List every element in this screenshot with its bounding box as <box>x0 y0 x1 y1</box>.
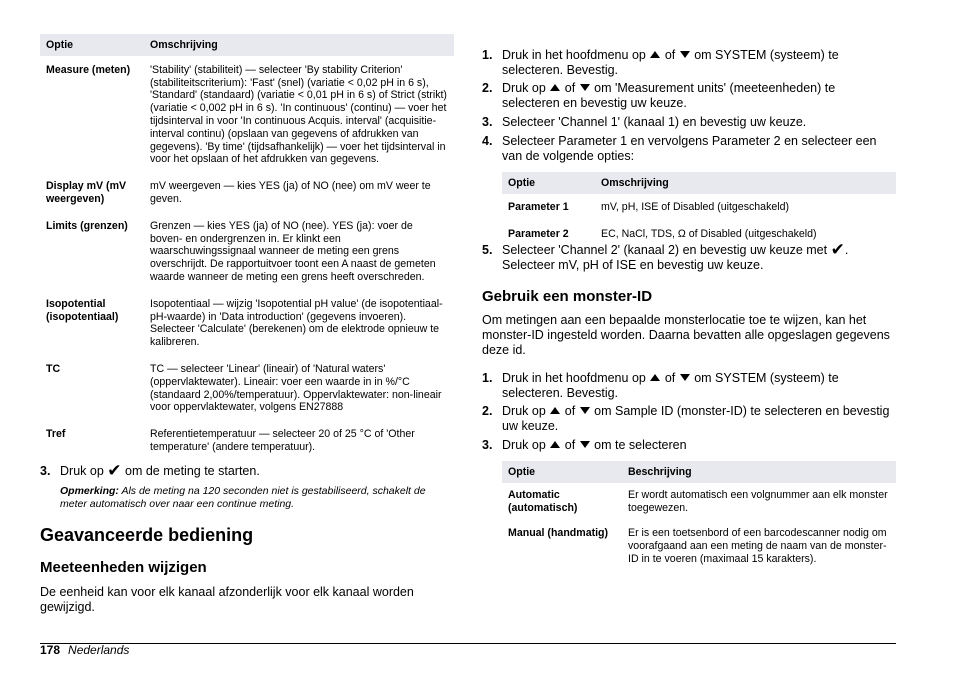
table-desc-cell: Referentietemperatuur — selecteer 20 of 25 °C of 'Other temperature' (andere temperatuur). <box>150 428 415 453</box>
step <box>482 240 896 273</box>
table-row <box>40 424 454 461</box>
up-arrow-icon <box>550 441 560 448</box>
step-text: om de meting te starten. <box>125 464 260 478</box>
up-arrow-icon <box>550 407 560 414</box>
footer-language: Nederlands <box>68 643 130 657</box>
table-key-cell: Tref <box>46 428 66 441</box>
table-header-cell: Optie <box>40 34 144 56</box>
step-text: Selecteer 'Channel 1' (kanaal 1) en bevestig uw keuze. <box>502 115 807 129</box>
step-text: Druk op <box>502 404 546 418</box>
step <box>482 371 896 401</box>
step-number: 1. <box>482 48 493 62</box>
footer-divider <box>40 643 896 644</box>
step-text: of <box>664 48 676 62</box>
table-desc-cell: mV weergeven — kies YES (ja) of NO (nee) om mV weer te geven. <box>150 180 431 205</box>
table-desc-cell: TC — selecteer 'Linear' (lineair) of 'Natural waters' (oppervlaktewater). Lineair: voer een waarde in in %/°C (standaard 2,00%/temperatuur). Oppervlaktewater: non-lineair voor oppervlaktewater, volgens EN27888 <box>150 362 442 414</box>
step-text: Druk op <box>502 438 546 452</box>
step-number: 2. <box>482 81 493 95</box>
table-key-cell: Measure (meten) <box>46 63 131 76</box>
down-arrow-icon <box>680 51 690 58</box>
table-row <box>40 359 454 424</box>
down-arrow-icon <box>580 407 590 414</box>
table-key-cell: Parameter 2 <box>508 227 569 240</box>
step-number: 3. <box>482 438 493 452</box>
down-arrow-icon <box>580 84 590 91</box>
step-number: 4. <box>482 134 493 148</box>
subsection-heading: Gebruik een monster-ID <box>482 288 653 305</box>
table-desc-cell: Er is een toetsenbord of een barcodescanner nodig om voorafgaand aan een meting de naam van de monster-ID in te voeren (maximaal 15 karakters). <box>628 527 887 565</box>
step-text: om Sample ID (monster-ID) te selecteren en bevestig uw keuze. <box>502 404 890 433</box>
table-header-row <box>502 461 896 483</box>
table-key-cell: Display mV (mV weergeven) <box>46 180 127 205</box>
step-text: Druk op <box>502 81 546 95</box>
sample-id-options-table <box>502 461 896 573</box>
step-text: of <box>564 438 576 452</box>
table-key-cell: Manual (handmatig) <box>508 527 609 540</box>
table-row <box>40 176 454 216</box>
step <box>482 115 896 130</box>
note-label: Opmerking: <box>60 485 119 497</box>
note <box>60 485 454 510</box>
table-key-cell: Parameter 1 <box>508 200 569 213</box>
up-arrow-icon <box>650 51 660 58</box>
table-key-cell: Isopotential (isopotentiaal) <box>46 297 119 323</box>
table-header-row <box>40 34 454 56</box>
subsection-heading: Meeteenheden wijzigen <box>40 559 207 576</box>
step-text: om SYSTEM (systeem) te selecteren. Bevestig. <box>502 48 839 77</box>
step-number: 3. <box>482 115 493 129</box>
step-text: of <box>664 371 676 385</box>
step-number: 1. <box>482 371 493 385</box>
step-text: Druk in het hoofdmenu op <box>502 48 646 62</box>
check-icon: ✔ <box>830 240 845 259</box>
table-row <box>502 483 896 524</box>
table-desc-cell: Isopotentiaal — wijzig 'Isopotential pH value' (de isopotentiaal-pH-waarde) in 'Data introduction' (gegevens invoeren). Selecteer 'Calculate' (berekenen) om de elektrode opnieuw te kalibreren. <box>150 297 443 349</box>
step <box>482 134 896 164</box>
measure-options-table <box>40 34 454 461</box>
table-header-cell: Optie <box>502 172 595 194</box>
table-desc-cell: Grenzen — kies YES (ja) of NO (nee). YES (ja): voer de boven- en ondergrenzen in. Er klinkt een waarschuwingssignaal wanneer de meting een grens overschrijdt. De rapportuitvoer toont een A naast de gemeten waarde wanneer de meting een grens heeft overschreden. <box>150 219 436 283</box>
table-desc-cell: Er wordt automatisch een volgnummer aan elk monster toegewezen. <box>628 488 888 514</box>
step <box>482 438 896 453</box>
step <box>482 404 896 434</box>
up-arrow-icon <box>650 374 660 381</box>
table-desc-cell: EC, NaCl, TDS, Ω of Disabled (uitgeschakeld) <box>601 227 817 240</box>
check-icon: ✔ <box>107 461 122 480</box>
step-text: om SYSTEM (systeem) te selecteren. Bevestig. <box>502 371 839 400</box>
step-number: 3. <box>40 464 51 478</box>
step <box>482 48 896 78</box>
step-text: of <box>564 81 576 95</box>
step-text: om te selecteren <box>594 438 687 452</box>
step-number: 5. <box>482 243 493 257</box>
table-header-cell: Omschrijving <box>595 172 896 194</box>
table-row <box>40 56 454 176</box>
note-text: Als de meting na 120 seconden niet is gestabiliseerd, schakelt de meter automatisch over naar een continue meting. <box>60 485 426 510</box>
step-number: 2. <box>482 404 493 418</box>
table-header-cell: Beschrijving <box>622 461 896 483</box>
table-row <box>502 523 896 572</box>
step-text: om 'Measurement units' (meeteenheden) te selecteren en bevestig uw keuze. <box>502 81 836 110</box>
table-row <box>502 194 896 224</box>
step-text: Druk in het hoofdmenu op <box>502 371 646 385</box>
table-key-cell: Limits (grenzen) <box>46 219 128 232</box>
step-start-measurement <box>40 461 454 480</box>
table-key-cell: TC <box>46 362 61 375</box>
down-arrow-icon <box>680 374 690 381</box>
table-header-row <box>502 172 896 194</box>
step-text: Druk op <box>60 464 104 478</box>
table-header-cell: Optie <box>502 461 622 483</box>
up-arrow-icon <box>550 84 560 91</box>
table-desc-cell: mV, pH, ISE of Disabled (uitgeschakeld) <box>601 200 790 213</box>
table-desc-cell: 'Stability' (stabiliteit) — selecteer 'By stability Criterion' (stabiliteitscriterium): 'Fast' (snel) (variatie < 0,02 pH in 6 s), 'Standard' (standaard) (variatie < 0,01 pH in 6 s) of Strict (strikt) (variatie < 0,002 pH in 6 s). 'In continuous' (continu) — voer het tijdsinterval in voor 'In continuous Acquis. interval' (acquisitie-interval continu) (opslaan van gegevens of afdrukken van gegevens). 'By time' (tijdsafhankelijk) — voer het tijdsinterval in voor het opslaan of het afdrukken van gegevens. <box>150 63 447 166</box>
table-row <box>40 216 454 294</box>
paragraph: De eenheid kan voor elk kanaal afzonderlijk voor elk kanaal worden gewijzigd. <box>40 585 414 614</box>
parameter-options-table <box>502 172 896 247</box>
step-text: . Selecteer mV, pH of ISE en bevestig uw keuze. <box>502 243 849 272</box>
step-text: Selecteer Parameter 1 en vervolgens Parameter 2 en selecteer een van de volgende opties: <box>502 134 877 163</box>
step-text: Selecteer 'Channel 2' (kanaal 2) en bevestig uw keuze met <box>502 243 828 257</box>
step <box>482 81 896 111</box>
page-number: 178 <box>40 643 61 657</box>
table-row <box>40 294 454 359</box>
table-header-cell: Omschrijving <box>144 34 454 56</box>
down-arrow-icon <box>580 441 590 448</box>
table-key-cell: Automatic (automatisch) <box>508 488 578 514</box>
step-text: of <box>564 404 576 418</box>
section-heading: Geavanceerde bediening <box>40 525 254 545</box>
page-footer <box>40 643 129 657</box>
paragraph: Om metingen aan een bepaalde monsterlocatie toe te wijzen, kan het monster-ID ingesteld worden. Daarna bevatten alle opgeslagen gegevens deze id. <box>482 313 890 357</box>
